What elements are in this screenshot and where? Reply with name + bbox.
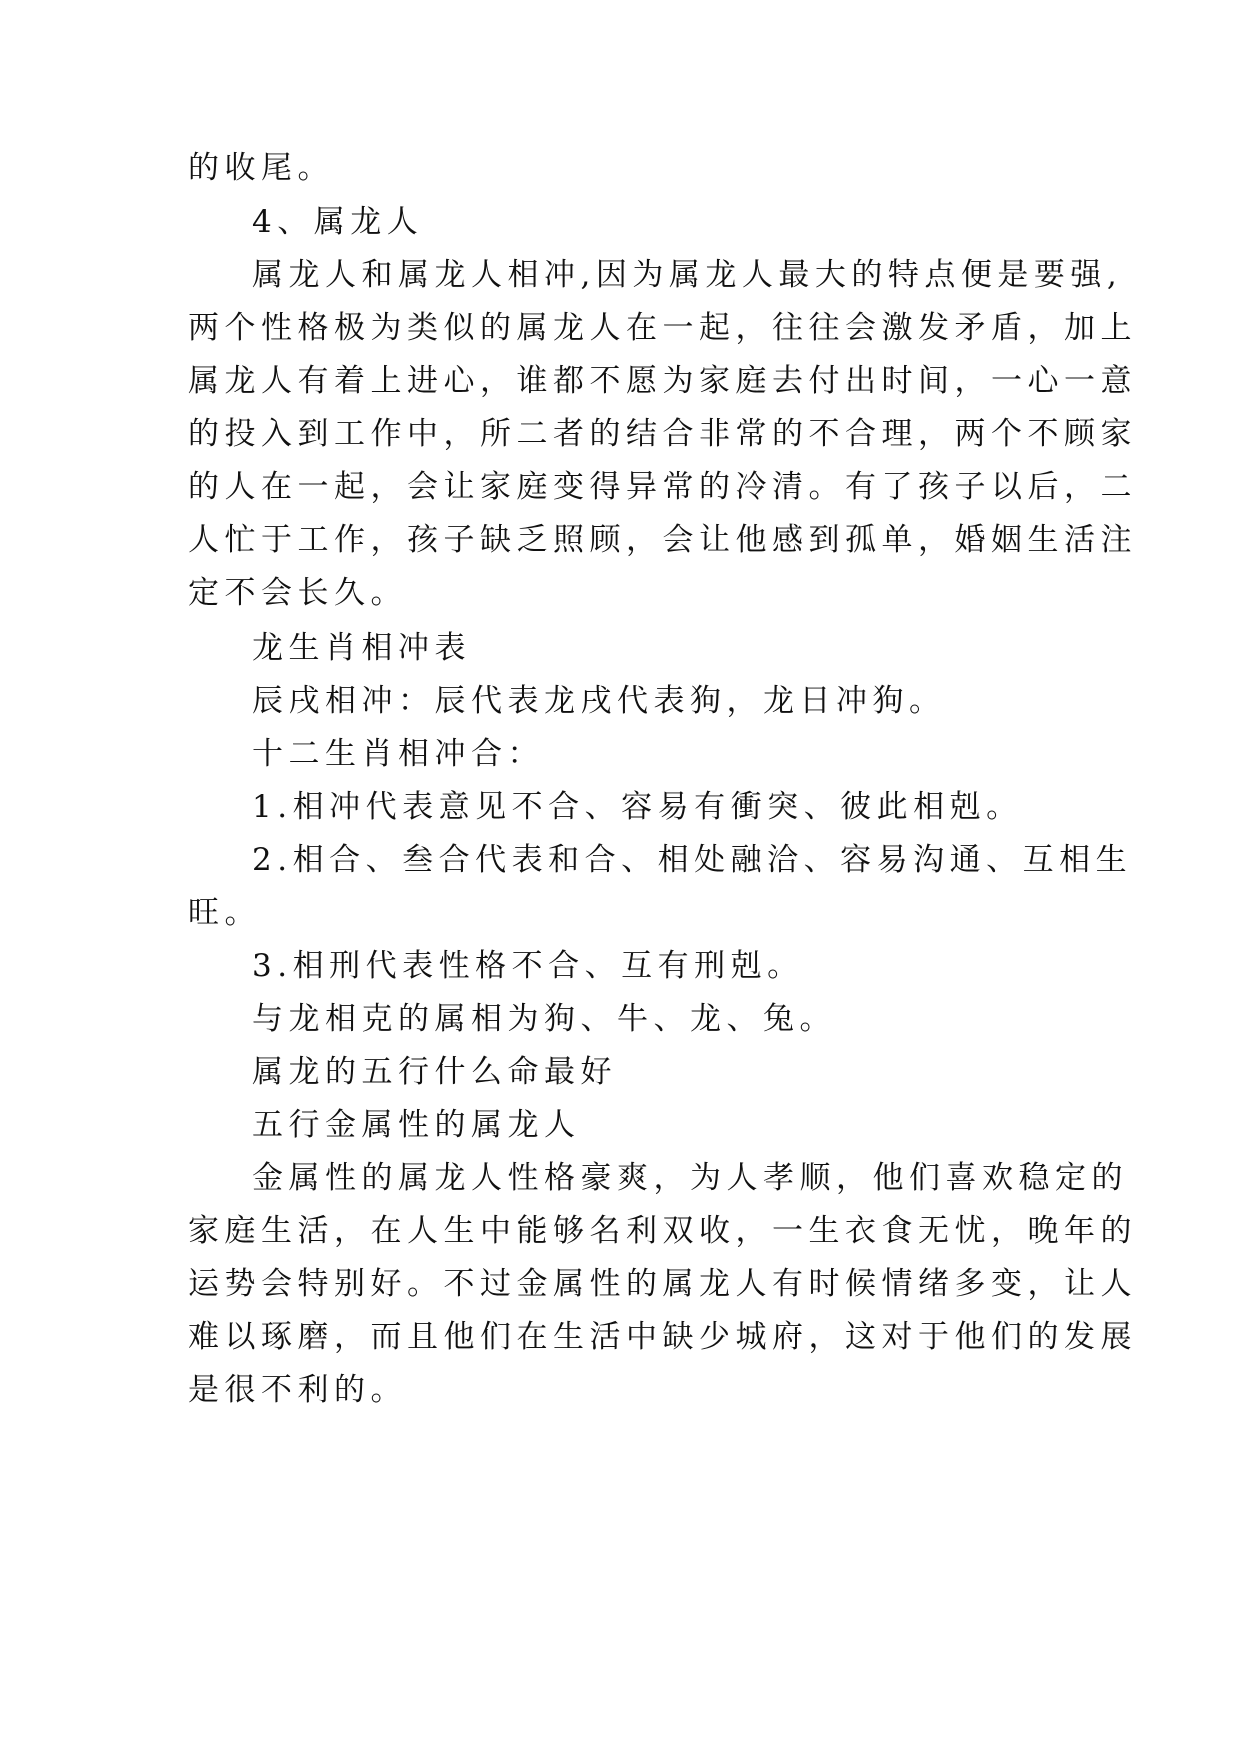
list-item: 3.相刑代表性格不合、互有刑剋。	[252, 948, 804, 984]
text-line: 辰戌相冲：辰代表龙戌代表狗，龙日冲狗。	[252, 683, 946, 719]
text-line: 属龙人有着上进心，谁都不愿为家庭去付出时间，一心一意	[188, 363, 1137, 399]
text-line: 属龙人和属龙人相冲,因为属龙人最大的特点便是要强,	[252, 257, 1123, 293]
text-line: 旺。	[188, 895, 261, 931]
text-line: 运势会特别好。不过金属性的属龙人有时候情绪多变，让人	[188, 1266, 1137, 1302]
text-line: 的收尾。	[188, 150, 334, 186]
text-line: 家庭生活，在人生中能够名利双收，一生衣食无忧，晚年的	[188, 1213, 1137, 1249]
text-line: 十二生肖相冲合：	[252, 736, 544, 772]
list-item: 2.相合、叁合代表和合、相处融洽、容易沟通、互相生	[252, 842, 1133, 878]
section-heading: 龙生肖相冲表	[252, 630, 471, 666]
section-heading: 属龙的五行什么命最好	[252, 1054, 617, 1090]
text-line: 人忙于工作，孩子缺乏照顾，会让他感到孤单，婚姻生活注	[188, 522, 1137, 558]
text-line: 与龙相克的属相为狗、牛、龙、兔。	[252, 1001, 836, 1037]
text-line: 两个性格极为类似的属龙人在一起，往往会激发矛盾，加上	[188, 310, 1137, 346]
text-line: 的人在一起，会让家庭变得异常的冷清。有了孩子以后，二	[188, 469, 1137, 505]
section-heading: 4、属龙人	[252, 204, 424, 240]
text-line: 难以琢磨，而且他们在生活中缺少城府，这对于他们的发展	[188, 1319, 1137, 1355]
text-line: 定不会长久。	[188, 575, 407, 611]
text-line: 是很不利的。	[188, 1372, 407, 1408]
text-line: 的投入到工作中，所二者的结合非常的不合理，两个不顾家	[188, 416, 1137, 452]
list-item: 1.相冲代表意见不合、容易有衝突、彼此相剋。	[252, 789, 1023, 825]
section-heading: 五行金属性的属龙人	[252, 1107, 581, 1143]
text-line: 金属性的属龙人性格豪爽，为人孝顺，他们喜欢稳定的	[252, 1160, 1128, 1196]
